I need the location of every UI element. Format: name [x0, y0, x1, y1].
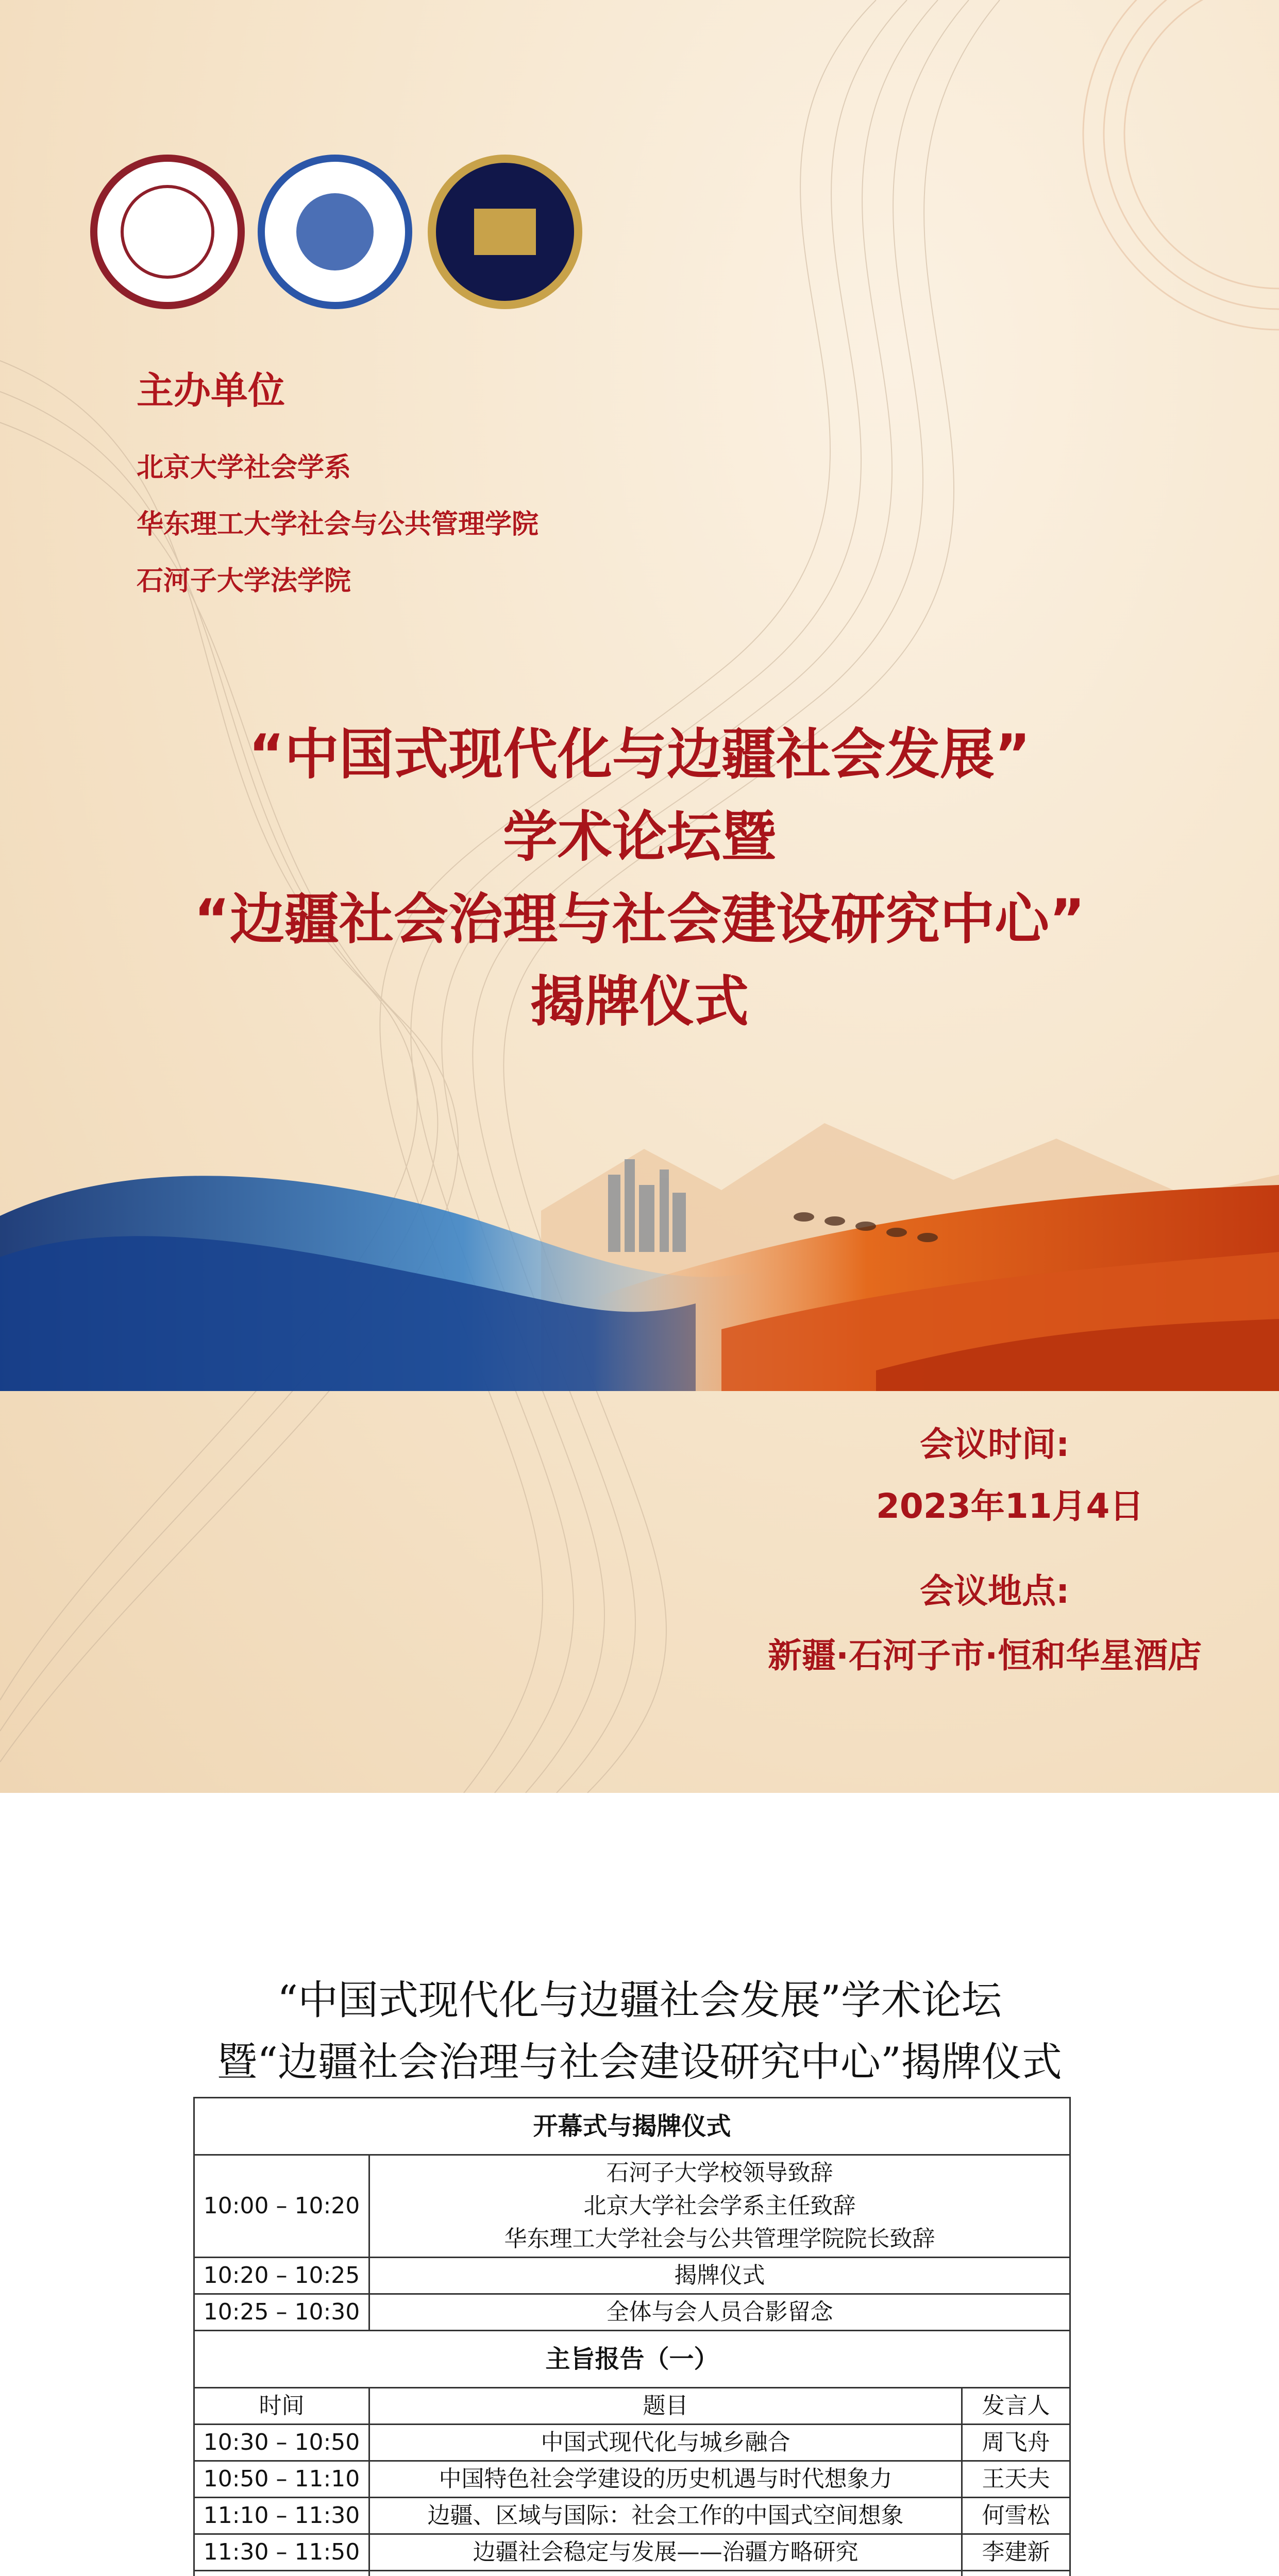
meeting-place-value: 新疆·石河子市·恒和华星酒店: [768, 1636, 1202, 1675]
meeting-time-label: 会议时间:: [920, 1425, 1070, 1464]
col-time-header: 时间: [194, 2388, 369, 2425]
agenda-topic-line: [374, 2572, 957, 2576]
agenda-topic: [369, 2155, 1070, 2258]
agenda-topic-line: 华东理工大学社会与公共管理学院院长致辞: [504, 2226, 935, 2252]
agenda-time: 10:30 – 10:50: [194, 2425, 369, 2461]
host-title: 主办单位: [137, 369, 285, 412]
col-speaker-header: 发言人: [962, 2388, 1070, 2425]
section-heading: 开幕式与揭牌仪式: [194, 2098, 1070, 2155]
main-title-line: 学术论坛暨: [503, 805, 776, 869]
agenda-topic: [369, 2534, 962, 2571]
agenda-topic-line: 石河子大学校领导致辞: [606, 2160, 833, 2186]
host-item: 华东理工大学社会与公共管理学院: [137, 509, 539, 540]
agenda-time: 10:50 – 11:10: [194, 2461, 369, 2498]
agenda-table: [193, 2097, 1071, 2576]
agenda-topic-line: 中国式现代化与城乡融合: [541, 2429, 790, 2455]
section-heading: 主旨报告（一）: [194, 2331, 1070, 2388]
landscape-illustration: [0, 1082, 1279, 1391]
agenda-row: [194, 2425, 1070, 2461]
agenda-title-line: 暨“边疆社会治理与社会建设研究中心”揭牌仪式: [217, 2039, 1062, 2086]
shihezi-law-logo: [428, 155, 582, 309]
agenda-time: 10:20 – 10:25: [194, 2258, 369, 2294]
meeting-time-value: 2023年11月4日: [876, 1486, 1144, 1526]
section-heading-row: [194, 2331, 1070, 2388]
agenda-time: 10:25 – 10:30: [194, 2294, 369, 2331]
main-title-line: “边疆社会治理与社会建设研究中心”: [194, 888, 1085, 951]
agenda-row: [194, 2155, 1070, 2258]
agenda-row: [194, 2498, 1070, 2534]
agenda-row: [194, 2534, 1070, 2571]
agenda-row: [194, 2258, 1070, 2294]
agenda-row: [194, 2294, 1070, 2331]
meeting-place-label: 会议地点:: [920, 1571, 1070, 1611]
agenda-topic: [369, 2571, 962, 2576]
host-item: 石河子大学法学院: [137, 566, 351, 597]
agenda-topic-line: 全体与会人员合影留念: [606, 2299, 833, 2325]
agenda-topic: [369, 2294, 1070, 2331]
agenda-topic: [369, 2425, 962, 2461]
agenda-speaker: 王天夫: [962, 2461, 1070, 2498]
agenda-speaker: 李建新: [962, 2534, 1070, 2571]
main-title-line: 揭牌仪式: [530, 970, 749, 1033]
agenda-title-line: “中国式现代化与边疆社会发展”学术论坛: [277, 1977, 1002, 2024]
column-header-row: [194, 2388, 1070, 2425]
agenda-speaker: 周飞舟: [962, 2425, 1070, 2461]
agenda-time: 11:30 – 11:50: [194, 2534, 369, 2571]
agenda-topic-line: 边疆、区域与国际：社会工作的中国式空间想象: [427, 2502, 904, 2529]
agenda-topic-line: 揭牌仪式: [674, 2262, 765, 2289]
agenda-topic: [369, 2258, 1070, 2294]
agenda-time: 11:10 – 11:30: [194, 2498, 369, 2534]
ecust-logo: [258, 155, 412, 309]
host-item: 北京大学社会学系: [137, 452, 351, 483]
peking-sociology-logo: [90, 155, 245, 309]
agenda-time: 10:00 – 10:20: [194, 2155, 369, 2258]
agenda-topic: [369, 2461, 962, 2498]
col-topic-header: 题目: [369, 2388, 962, 2425]
agenda-time: [194, 2571, 369, 2576]
agenda-topic-line: 边疆社会稳定与发展——治疆方略研究: [473, 2539, 859, 2565]
agenda-row: [194, 2461, 1070, 2498]
agenda-row: [194, 2571, 1070, 2576]
agenda-speaker: 何雪松: [962, 2498, 1070, 2534]
section-heading-row: [194, 2098, 1070, 2155]
main-title-line: “中国式现代化与边疆社会发展”: [248, 723, 1031, 786]
agenda-topic-line: 北京大学社会学系主任致辞: [583, 2193, 856, 2219]
agenda-topic-line: 中国特色社会学建设的历史机遇与时代想象力: [439, 2466, 893, 2492]
agenda-topic: [369, 2498, 962, 2534]
agenda-speaker: [962, 2571, 1070, 2576]
